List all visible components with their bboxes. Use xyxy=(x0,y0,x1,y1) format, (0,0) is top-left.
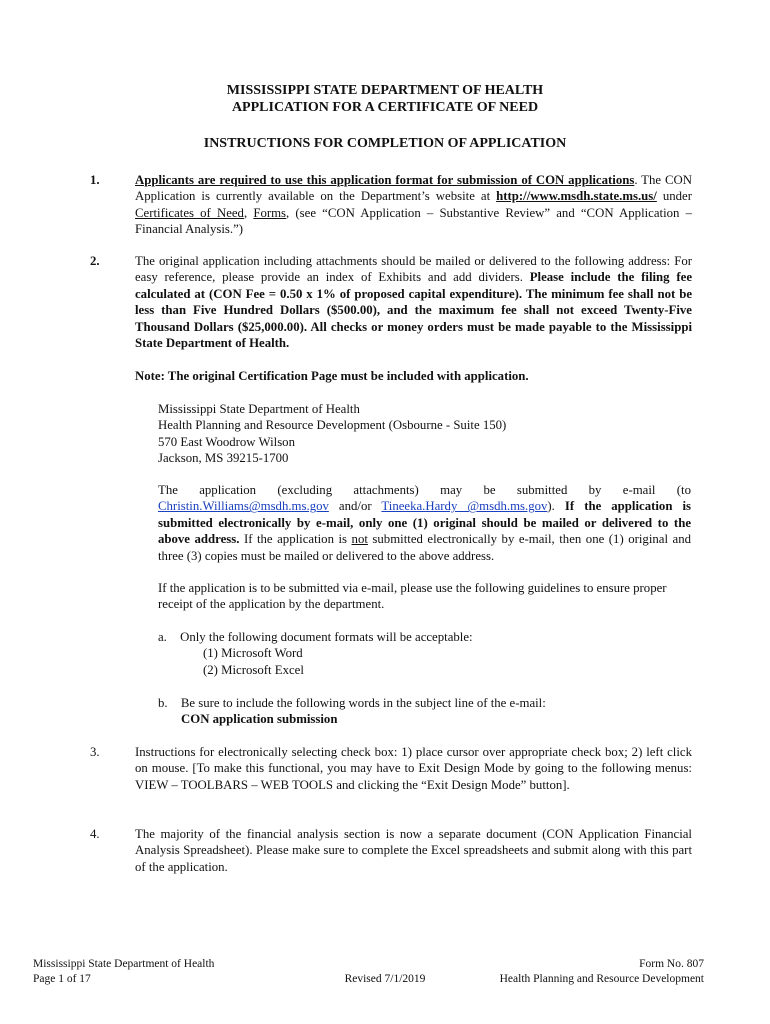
forms-link[interactable]: Forms xyxy=(253,205,287,220)
subitem-a xyxy=(158,629,473,678)
footer-left xyxy=(33,957,214,987)
item-number: 3. xyxy=(90,745,100,759)
item-text-part: The CON Application is currently available on the Department’s website at xyxy=(135,173,692,204)
title-line-1: MISSISSIPPI STATE DEPARTMENT OF HEALTH xyxy=(226,83,544,98)
footer-page-number: Page 1 of 17 xyxy=(33,973,91,985)
item-number: 1. xyxy=(90,173,100,187)
para-bold-text: If the application is submitted electronically by e-mail, only one (1) original should be mailed or delivered to the above address. xyxy=(158,499,691,547)
item-text-part: under xyxy=(656,189,692,204)
para-text: and/or xyxy=(328,499,382,514)
subitem-label: b. xyxy=(158,696,168,710)
address-line: 570 East Woodrow Wilson xyxy=(158,434,295,449)
para-underlined-not: not xyxy=(351,532,368,547)
footer-form-number: Form No. 807 xyxy=(639,958,704,970)
subitem-text: Only the following document formats will be acceptable: xyxy=(180,630,473,644)
note-text: Note: The original Certification Page must be included with application. xyxy=(135,369,529,383)
format-item: (2) Microsoft Excel xyxy=(203,662,304,677)
item-text-part: , (see “CON Application – Substantive Review” and “CON Application – Financial Analysis.”) xyxy=(135,205,692,237)
format-item: (1) Microsoft Word xyxy=(203,646,303,661)
item-text-part: , xyxy=(243,205,254,220)
item-lead-end: . xyxy=(634,173,638,187)
para-text: The application (excluding attachments) may be submitted by e-mail (to xyxy=(158,483,691,497)
footer-department: Mississippi State Department of Health xyxy=(33,958,215,970)
instruction-item-4 xyxy=(90,826,692,875)
email-link-hardy[interactable]: Tineeka.Hardy @msdh.ms.gov xyxy=(381,499,548,514)
instruction-item-2 xyxy=(90,253,692,351)
item-text-part: The original application including attachments should be mailed or delivered to the following address: For easy reference, please provide an index of Exhibits and add dividers. xyxy=(135,254,692,285)
address-line: Health Planning and Resource Development (Osbourne - Suite 150) xyxy=(158,418,507,433)
footer-revised: Revised 7/1/2019 xyxy=(344,973,426,985)
instruction-item-3 xyxy=(90,744,692,793)
para-text: submitted electronically by e-mail, then one (1) original and three (3) copies must be mailed or delivered to the above address. xyxy=(158,532,692,563)
title-line-2: APPLICATION FOR A CERTIFICATE OF NEED xyxy=(231,100,539,115)
subitem-b xyxy=(158,695,546,728)
footer-right xyxy=(500,957,704,987)
subitem-text: Be sure to include the following words in the subject line of the e-mail: xyxy=(180,696,546,710)
item-text xyxy=(135,172,692,238)
filing-fee-text: Please include the filing fee calculated at (CON Fee = 0.50 x 1% of proposed capital expenditure). The minimum fee shall not be less than Five Hundred Dollars ($500.00), and the maximum fee shall not exceed Twenty-Five Thousand Dollars ($25,000.00). All checks or money orders must be made payable to the Mississippi State Department of Health. xyxy=(135,270,692,351)
subitem-label: a. xyxy=(158,630,167,644)
mailing-address xyxy=(158,401,506,467)
instructions-heading: INSTRUCTIONS FOR COMPLETION OF APPLICATION xyxy=(203,136,567,151)
item-text: The majority of the financial analysis section is now a separate document (CON Application Financial Analysis Spreadsheet). Please make sure to complete the Excel spreadsheets and submit along with this part of the application. xyxy=(135,827,692,874)
item-lead: Applicants are required to use this application format for submission of CON applications xyxy=(135,173,635,187)
guidelines-paragraph: If the application is to be submitted via e-mail, please use the following guidelines to ensure proper receipt of the application by the department. xyxy=(158,581,667,612)
footer-division: Health Planning and Resource Development xyxy=(499,973,704,985)
instruction-item-1 xyxy=(90,172,692,238)
address-line: Jackson, MS 39215-1700 xyxy=(158,451,289,466)
email-subject-text: CON application submission xyxy=(181,712,338,727)
document-title xyxy=(0,82,770,116)
item-text: Instructions for electronically selecting check box: 1) place cursor over appropriate check box; 2) left click on mouse. [To make this functional, you may have to Exit Design Mode by going to the following menus: VIEW – TOOLBARS – WEB TOOLS and clicking the “Exit Design Mode” button]. xyxy=(135,745,692,792)
email-submission-paragraph xyxy=(158,482,691,564)
item-number: 2. xyxy=(90,254,100,268)
certificates-of-need-link[interactable]: Certificates of Need xyxy=(135,205,244,220)
address-line: Mississippi State Department of Health xyxy=(158,402,360,416)
item-number: 4. xyxy=(90,827,100,841)
para-text: ). xyxy=(547,499,565,514)
website-link[interactable]: http://www.msdh.state.ms.us/ xyxy=(496,189,657,204)
item-text xyxy=(135,253,692,351)
email-link-williams[interactable]: Christin.Williams@msdh.ms.gov xyxy=(158,499,329,514)
footer-center xyxy=(300,957,470,987)
para-text: If the application is xyxy=(239,532,352,547)
certification-note xyxy=(90,368,692,384)
